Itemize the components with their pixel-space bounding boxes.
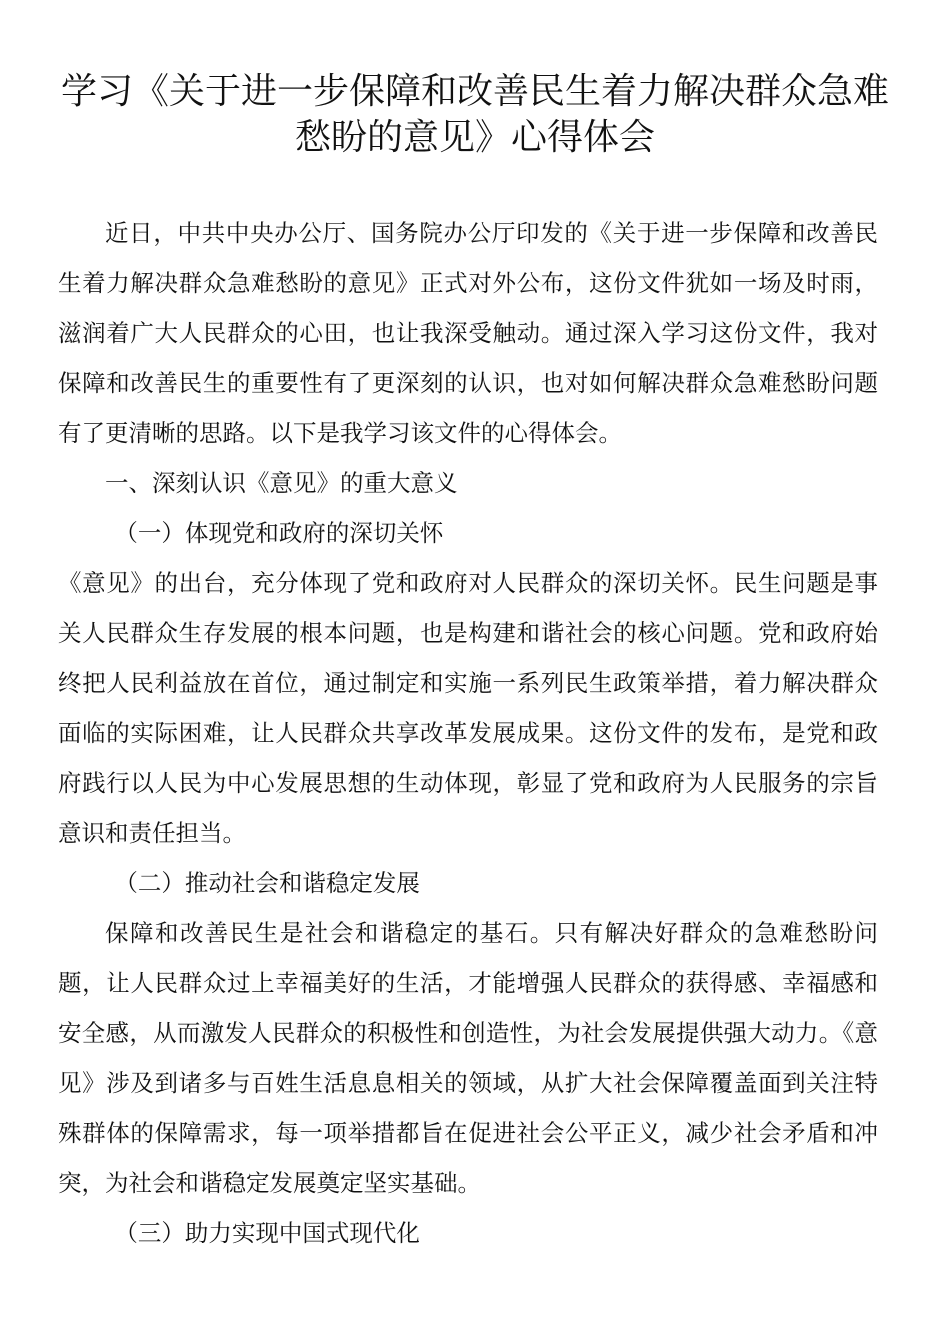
section-heading-1: 一、深刻认识《意见》的重大意义: [105, 469, 458, 497]
subsection-heading-1: （一）体现党和政府的深切关怀: [114, 519, 444, 547]
paragraph-2: 保障和改善民生是社会和谐稳定的基石。只有解决好群众的急难愁盼问题，让人民群众过上幸福美好的生活，才能增强人民群众的获得感、幸福感和安全感，从而激发人民群众的积极性和创造性，为社会发展提供强大动力。《意见》涉及到诸多与百姓生活息息相关的领域，从扩大社会保障覆盖面到关注特殊群体的保障需求，每一项举措都旨在促进社会公平正义，减少社会矛盾和冲突，为社会和谐稳定发展奠定坚实基础。: [58, 919, 878, 1197]
document-title-line-2: 愁盼的意见》心得体会: [294, 117, 655, 158]
document-body: [58, 208, 878, 1258]
paragraph-1: 《意见》的出台，充分体现了党和政府对人民群众的深切关怀。民生问题是事关人民群众生存发展的根本问题，也是构建和谐社会的核心问题。党和政府始终把人民利益放在首位，通过制定和实施一系列民生政策举措，着力解决群众面临的实际困难，让人民群众共享改革发展成果。这份文件的发布，是党和政府践行以人民为中心发展思想的生动体现，彰显了党和政府为人民服务的宗旨意识和责任担当。: [58, 569, 878, 847]
document-title-line-1: 学习《关于进一步保障和改善民生着力解决群众急难: [60, 71, 889, 112]
subsection-heading-2: （二）推动社会和谐稳定发展: [114, 869, 420, 897]
intro-paragraph: 近日，中共中央办公厅、国务院办公厅印发的《关于进一步保障和改善民生着力解决群众急难愁盼的意见》正式对外公布，这份文件犹如一场及时雨，滋润着广大人民群众的心田，也让我深受触动。通过深入学习这份文件，我对保障和改善民生的重要性有了更深刻的认识，也对如何解决群众急难愁盼问题有了更清晰的思路。以下是我学习该文件的心得体会。: [58, 219, 878, 447]
subsection-heading-3: （三）助力实现中国式现代化: [114, 1219, 420, 1247]
